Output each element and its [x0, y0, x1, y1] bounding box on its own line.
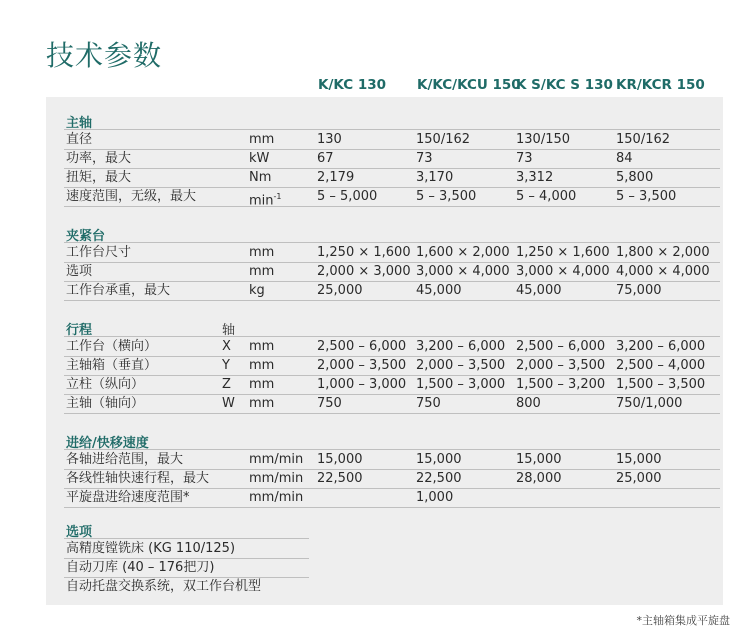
- unit-superscript: -1: [273, 192, 282, 201]
- row-label: 工作台（横向）: [66, 339, 158, 354]
- value-col-4: 1,800 × 2,000: [616, 245, 710, 260]
- value-col-2: 45,000: [416, 283, 462, 298]
- value-col-1: 130: [317, 132, 342, 147]
- value-col-1: 1,000 – 3,000: [317, 377, 407, 392]
- value-col-2: 1,600 × 2,000: [416, 245, 510, 260]
- value-col-4: 4,000 × 4,000: [616, 264, 710, 279]
- value-col-1: 750: [317, 396, 342, 411]
- table-row: [64, 394, 720, 414]
- value-col-3: 45,000: [516, 283, 562, 298]
- axis-column-header: 轴: [222, 323, 236, 338]
- row-unit: mm: [249, 339, 275, 354]
- row-label: 主轴箱（垂直）: [66, 358, 158, 373]
- footnote: *主轴箱集成平旋盘: [636, 614, 730, 627]
- row-unit: Nm: [249, 170, 272, 185]
- value-col-3: 130/150: [516, 132, 571, 147]
- value-col-3: 2,500 – 6,000: [516, 339, 606, 354]
- value-col-1: 2,500 – 6,000: [317, 339, 407, 354]
- row-unit: mm: [249, 132, 275, 147]
- table-row: [64, 449, 720, 470]
- table-row: [64, 469, 720, 489]
- row-axis: W: [222, 396, 235, 411]
- table-row: [64, 356, 720, 376]
- value-col-4: 3,200 – 6,000: [616, 339, 706, 354]
- row-label: 速度范围，无级，最大: [66, 189, 197, 204]
- value-col-1: 2,000 – 3,500: [317, 358, 407, 373]
- row-unit: mm/min: [249, 452, 304, 467]
- value-col-3: 800: [516, 396, 541, 411]
- list-item: [64, 538, 309, 559]
- row-label: 扭矩，最大: [66, 170, 132, 185]
- value-col-4: 150/162: [616, 132, 671, 147]
- row-unit: mm: [249, 245, 275, 260]
- column-header-2: K/KC/KCU 150: [417, 77, 521, 93]
- column-header-4: KR/KCR 150: [616, 77, 705, 93]
- value-col-2: 2,000 – 3,500: [416, 358, 506, 373]
- table-row: [64, 129, 720, 150]
- row-unit: mm: [249, 396, 275, 411]
- value-col-2: 73: [416, 151, 433, 166]
- row-unit: mm: [249, 264, 275, 279]
- table-row: [64, 149, 720, 169]
- value-col-3: 28,000: [516, 471, 562, 486]
- value-col-4: 75,000: [616, 283, 662, 298]
- row-label: 各轴进给范围，最大: [66, 452, 184, 467]
- value-col-2: 1,000: [416, 490, 454, 505]
- table-row: [64, 187, 720, 207]
- value-col-2: 5 – 3,500: [416, 189, 477, 204]
- row-label: 立柱（纵向）: [66, 377, 145, 392]
- value-col-4: 5,800: [616, 170, 654, 185]
- unit-text: min: [249, 193, 274, 209]
- row-axis: X: [222, 339, 231, 354]
- section-title-spindle: 主轴: [66, 116, 93, 131]
- list-item: [64, 577, 309, 596]
- option-label: 自动刀库 (40 – 176把刀): [66, 560, 215, 575]
- value-col-1: 1,250 × 1,600: [317, 245, 411, 260]
- value-col-1: 2,000 × 3,000: [317, 264, 411, 279]
- value-col-3: 2,000 – 3,500: [516, 358, 606, 373]
- value-col-3: 1,250 × 1,600: [516, 245, 610, 260]
- value-col-2: 750: [416, 396, 441, 411]
- section-title-travel: 行程: [66, 323, 93, 338]
- value-col-2: 3,170: [416, 170, 454, 185]
- value-col-1: 25,000: [317, 283, 363, 298]
- value-col-1: 15,000: [317, 452, 363, 467]
- value-col-1: 22,500: [317, 471, 363, 486]
- table-row: [64, 375, 720, 395]
- row-axis: Z: [222, 377, 231, 392]
- value-col-2: 3,200 – 6,000: [416, 339, 506, 354]
- value-col-3: 3,000 × 4,000: [516, 264, 610, 279]
- row-unit: [249, 187, 282, 210]
- table-row: [64, 242, 720, 263]
- value-col-2: 3,000 × 4,000: [416, 264, 510, 279]
- value-col-3: 1,500 – 3,200: [516, 377, 606, 392]
- row-unit: mm/min: [249, 471, 304, 486]
- row-label: 工作台承重，最大: [66, 283, 171, 298]
- value-col-2: 1,500 – 3,000: [416, 377, 506, 392]
- row-unit: kW: [249, 151, 270, 166]
- value-col-4: 84: [616, 151, 633, 166]
- row-axis: Y: [222, 358, 230, 373]
- value-col-3: 15,000: [516, 452, 562, 467]
- value-col-4: 15,000: [616, 452, 662, 467]
- section-title-feed: 进给/快移速度: [66, 436, 149, 451]
- table-row: [64, 281, 720, 301]
- value-col-2: 15,000: [416, 452, 462, 467]
- list-item: [64, 558, 309, 578]
- value-col-1: 5 – 5,000: [317, 189, 378, 204]
- row-label: 各线性轴快速行程，最大: [66, 471, 210, 486]
- value-col-3: 73: [516, 151, 533, 166]
- value-col-3: 5 – 4,000: [516, 189, 577, 204]
- row-unit: kg: [249, 283, 265, 298]
- value-col-4: 5 – 3,500: [616, 189, 677, 204]
- value-col-2: 22,500: [416, 471, 462, 486]
- table-row: [64, 336, 720, 357]
- column-header-1: K/KC 130: [318, 77, 387, 93]
- value-col-4: 25,000: [616, 471, 662, 486]
- row-label: 主轴（轴向）: [66, 396, 145, 411]
- column-header-3: K S/KC S 130: [516, 77, 613, 93]
- row-label: 平旋盘进给速度范围*: [66, 490, 190, 505]
- spec-table-panel: [46, 97, 723, 605]
- row-label: 直径: [66, 132, 93, 147]
- row-unit: mm: [249, 358, 275, 373]
- row-label: 工作台尺寸: [66, 245, 132, 260]
- value-col-4: 750/1,000: [616, 396, 683, 411]
- section-title-clamping: 夹紧台: [66, 229, 106, 244]
- value-col-4: 1,500 – 3,500: [616, 377, 706, 392]
- table-row: [64, 262, 720, 282]
- value-col-2: 150/162: [416, 132, 471, 147]
- section-title-options: 选项: [66, 525, 93, 540]
- value-col-4: 2,500 – 4,000: [616, 358, 706, 373]
- row-unit: mm: [249, 377, 275, 392]
- value-col-3: 3,312: [516, 170, 554, 185]
- value-col-1: 2,179: [317, 170, 355, 185]
- row-label: 功率，最大: [66, 151, 132, 166]
- table-row: [64, 168, 720, 188]
- page-title: 技术参数: [46, 39, 163, 72]
- option-label: 自动托盘交换系统，双工作台机型: [66, 579, 262, 594]
- row-unit: mm/min: [249, 490, 304, 505]
- option-label: 高精度镗铣床 (KG 110/125): [66, 541, 236, 556]
- table-row: [64, 488, 720, 508]
- value-col-1: 67: [317, 151, 334, 166]
- row-label: 选项: [66, 264, 93, 279]
